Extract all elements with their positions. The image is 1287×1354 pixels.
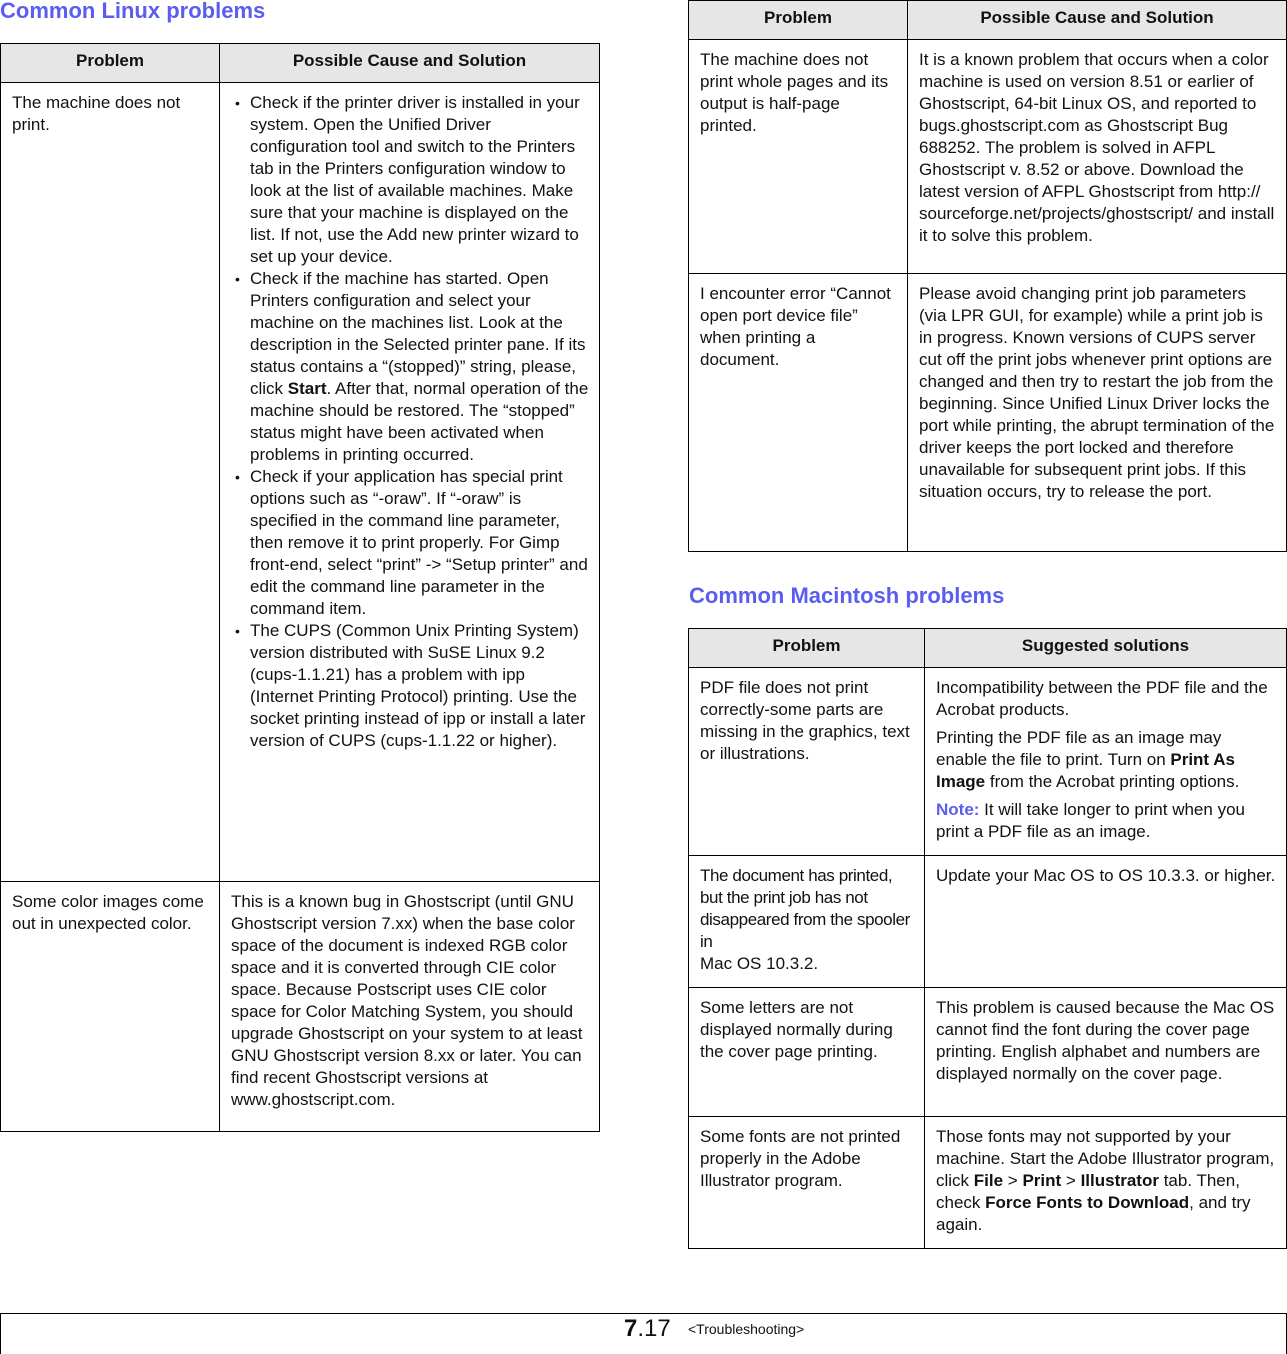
table-row — [1, 83, 600, 882]
bullet-item: • Check if the printer driver is installed in your system. Open the Unified Driver configuration tool and switch to the Printers tab in the Printers configuration window to look at the list of available machines. Make sure that your machine is displayed on the list. If not, use the Add new printer wizard to set up your device. — [231, 92, 589, 268]
table-header-row — [1, 44, 600, 83]
column-header-problem: Problem — [689, 629, 925, 668]
column-header-cause-solution: Possible Cause and Solution — [220, 44, 600, 83]
bullet-item: • Check if your application has special print options such as “-oraw”. If “-oraw” is specified in the command line parameter, then remove it to print properly. For Gimp front-end, select “print” -> “Setup printer” and edit the command line parameter in the command item. — [231, 466, 589, 620]
table-row — [1, 882, 600, 1132]
solution-cell: This problem is caused because the Mac OS cannot find the font during the cover page printing. English alphabet and numbers are displayed normally on the cover page. — [925, 988, 1287, 1117]
bullet-text: Check if the machine has started. Open Printers configuration and select your machine on the machines list. Look at the description in the Selected printer pane. If its status contains a “(stopped)” string, please, click — [250, 269, 586, 398]
solution-paragraph: Incompatibility between the PDF file and the Acrobat products. — [936, 678, 1268, 719]
file-menu-label: File — [973, 1171, 1004, 1190]
print-as-image-label: Print As Image — [936, 750, 1235, 791]
solution-cell — [925, 1117, 1287, 1249]
problem-text: The document has printed, but the print job has not disappeared from the spooler in — [700, 866, 910, 951]
page-footer — [0, 1313, 1287, 1354]
force-fonts-option-label: Force Fonts to Download — [985, 1193, 1190, 1212]
problem-cell: Some letters are not displayed normally during the cover page printing. — [689, 988, 925, 1117]
solution-paragraph — [936, 727, 1276, 793]
note-text: It will take longer to print when you print a PDF file as an image. — [936, 800, 1245, 841]
table-row — [689, 988, 1287, 1117]
problem-cell: The machine does not print whole pages and its output is half-page printed. — [689, 40, 908, 274]
solution-cell: Please avoid changing print job parameters (via LPR GUI, for example) while a print job is in progress. Known versions of CUPS server cut off the print jobs whenever print options are changed and then try to restart the job from the beginning. Since Unified Linux Driver locks the port while printing, the abrupt termination of the driver keeps the port locked and therefore unavailable for subsequent print jobs. If this situation occurs, try to release the port. — [908, 274, 1287, 552]
column-header-problem: Problem — [689, 1, 908, 40]
solution-bullet-list — [231, 92, 589, 752]
print-menu-label: Print — [1022, 1171, 1062, 1190]
solution-text: tab. Then, check — [936, 1171, 1240, 1212]
table-row — [689, 1117, 1287, 1249]
start-label: Start — [287, 379, 327, 398]
column-header-cause-solution: Possible Cause and Solution — [908, 1, 1287, 40]
column-header-suggested-solutions: Suggested solutions — [925, 629, 1287, 668]
separator: > — [1003, 1171, 1023, 1190]
problem-cell: PDF file does not print correctly-some parts are missing in the graphics, text or illustrations. — [689, 668, 925, 856]
page-number — [624, 1317, 671, 1341]
note-label: Note: — [936, 800, 980, 819]
solution-cell: Update your Mac OS to OS 10.3.3. or higher. — [925, 856, 1287, 988]
problem-cell: I encounter error “Cannot open port device file” when printing a document. — [689, 274, 908, 552]
macintosh-problems-table — [688, 628, 1287, 1249]
table-header-row — [689, 629, 1287, 668]
solution-cell — [220, 83, 600, 882]
table-row — [689, 668, 1287, 856]
table-row — [689, 856, 1287, 988]
table-row — [689, 40, 1287, 274]
solution-cell: It is a known problem that occurs when a color machine is used on version 8.51 or earlier of Ghostscript, 64-bit Linux OS, and reported to bugs.ghostscript.com as Ghostscript Bug 688252. The problem is solved in AFPL Ghostscript v. 8.52 or above. Download the latest version of AFPL Ghostscript from http:// sourceforge.net/projects/ghostscript/ and install it to solve this problem. — [908, 40, 1287, 274]
solution-cell: This is a known bug in Ghostscript (until GNU Ghostscript version 7.xx) when the base color space of the document is indexed RGB color space and it is converted through CIE color space. Because Postscript uses CIE color space for Color Matching System, you should upgrade Ghostscript on your system to at least GNU Ghostscript version 8.xx or later. You can find recent Ghostscript versions at www.ghostscript.com. — [220, 882, 600, 1132]
table-row — [689, 274, 1287, 552]
linux-problems-table-continued — [688, 0, 1287, 552]
table-header-row — [689, 1, 1287, 40]
problem-cell — [689, 856, 925, 988]
section-title-macintosh: Common Macintosh problems — [689, 583, 1005, 608]
problem-cell: Some fonts are not printed properly in the Adobe Illustrator program. — [689, 1117, 925, 1249]
section-title-linux: Common Linux problems — [0, 0, 266, 23]
page-number-minor: .17 — [637, 1315, 671, 1342]
solution-text: Those fonts may not supported by your machine. Start the Adobe Illustrator program, click — [936, 1127, 1275, 1190]
page-number-major: 7 — [624, 1315, 638, 1342]
bullet-text: . After that, normal operation of the machine should be restored. The “stopped” status might have been activated when problems in printing occurred. — [250, 379, 589, 464]
solution-text: Printing the PDF file as an image may enable the file to print. Turn on — [936, 728, 1222, 769]
problem-cell: The machine does not print. — [1, 83, 220, 882]
column-header-problem: Problem — [1, 44, 220, 83]
problem-cell: Some color images come out in unexpected color. — [1, 882, 220, 1132]
separator: > — [1061, 1171, 1081, 1190]
solution-text: , and try again. — [936, 1193, 1251, 1234]
problem-text: Mac OS 10.3.2. — [700, 954, 819, 973]
solution-text: from the Acrobat printing options. — [985, 772, 1240, 791]
linux-problems-table — [0, 43, 600, 1132]
solution-cell — [925, 668, 1287, 856]
chapter-label: <Troubleshooting> — [688, 1321, 805, 1337]
bullet-item: • The CUPS (Common Unix Printing System) version distributed with SuSE Linux 9.2 (cups-1.1.21) has a problem with ipp (Internet Printing Protocol) printing. Use the socket printing instead of ipp or install a later version of CUPS (cups-1.1.22 or higher). — [231, 620, 589, 752]
illustrator-tab-label: Illustrator — [1080, 1171, 1159, 1190]
note-paragraph — [936, 799, 1276, 843]
bullet-item — [231, 268, 589, 466]
